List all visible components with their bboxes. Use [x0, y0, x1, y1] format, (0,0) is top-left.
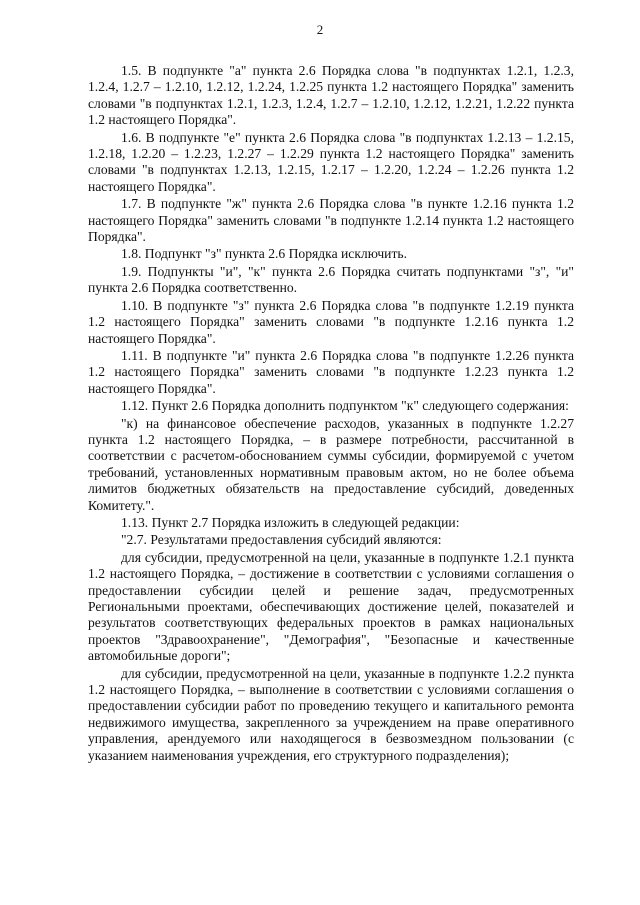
- page-number: 2: [316, 22, 324, 37]
- paragraph-1-8: 1.8. Подпункт "з" пункта 2.6 Порядка исключить.: [121, 246, 407, 262]
- result-subsidy-1-2-2: для субсидии, предусмотренной на цели, указанные в подпункте 1.2.2 пункта 1.2 настоящего Порядка, – выполнение в соответствии с условиями соглашения о предоставлении субсидии работ по проведению текущего и капитального ремонта недвижимого имущества, закрепленного за учреждением на праве оперативного управления, арендуемого или находящегося в безвозмездном пользовании (с указанием наименования учреждения, его структурного подразделения);: [88, 665, 574, 763]
- paragraph-1-9: 1.9. Подпункты "и", "к" пункта 2.6 Порядка считать подпунктами "з", "и" пункта 2.6 Порядка соответственно.: [88, 263, 574, 296]
- paragraph-1-10: 1.10. В подпункте "з" пункта 2.6 Порядка слова "в подпункте 1.2.19 пункта 1.2 настоящего Порядка" заменить словами "в подпункте 1.2.16 пункта 1.2 настоящего Порядка".: [88, 297, 574, 346]
- paragraph-1-5: 1.5. В подпункте "а" пункта 2.6 Порядка слова "в подпунктах 1.2.1, 1.2.3, 1.2.4, 1.2.7 – 1.2.10, 1.2.12, 1.2.24, 1.2.25 пункта 1.2 настоящего Порядка" заменить словами "в подпунктах 1.2.1, 1.2.3, 1.2.4, 1.2.7 – 1.2.10, 1.2.12, 1.2.21, 1.2.22 пункта 1.2 настоящего Порядка".: [88, 63, 574, 128]
- paragraph-1-7: 1.7. В подпункте "ж" пункта 2.6 Порядка слова "в пункте 1.2.16 пункта 1.2 настоящего Порядка" заменить словами "в подпункте 1.2.14 пункта 1.2 настоящего Порядка".: [88, 196, 574, 245]
- paragraph-1-12: 1.12. Пункт 2.6 Порядка дополнить подпунктом "к" следующего содержания:: [121, 398, 569, 414]
- subparagraph-k-text: "к) на финансовое обеспечение расходов, указанных в подпункте 1.2.27 пункта 1.2 настоящего Порядка, – в размере потребности, рассчитанной в соответствии с расчетом-обоснованием суммы субсидии, формируемой с учетом требований, установленных нормативным правовым актом, но не более объема лимитов бюджетных обязательств на предоставление субсидий, доведенных Комитету.".: [88, 415, 574, 513]
- paragraph-1-6: 1.6. В подпункте "е" пункта 2.6 Порядка слова "в подпунктах 1.2.13 – 1.2.15, 1.2.18, 1.2.20 – 1.2.23, 1.2.27 – 1.2.29 пункта 1.2 настоящего Порядка" заменить словами "в подпунктах 1.2.13, 1.2.15, 1.2.17 – 1.2.20, 1.2.24 – 1.2.26 пункта 1.2 настоящего Порядка".: [88, 129, 574, 194]
- result-subsidy-1-2-1: для субсидии, предусмотренной на цели, указанные в подпункте 1.2.1 пункта 1.2 настоящего Порядка, – достижение в соответствии с условиями соглашения о предоставлении субсидии целей и решение задач, предусмотренных Региональными проектами, обеспечивающих достижение целей, показателей и результатов соответствующих федеральных проектов в рамках национальных проектов "Здравоохранение", "Демография", "Безопасные и качественные автомобильные дороги";: [88, 549, 574, 664]
- paragraph-1-13: 1.13. Пункт 2.7 Порядка изложить в следующей редакции:: [121, 514, 460, 530]
- paragraph-1-11: 1.11. В подпункте "и" пункта 2.6 Порядка слова "в подпункте 1.2.26 пункта 1.2 настоящего Порядка" заменить словами "в подпункте 1.2.23 пункта 1.2 настоящего Порядка".: [88, 347, 574, 396]
- paragraph-2-7-intro: "2.7. Результатами предоставления субсидий являются:: [121, 532, 442, 548]
- document-body: [88, 63, 574, 764]
